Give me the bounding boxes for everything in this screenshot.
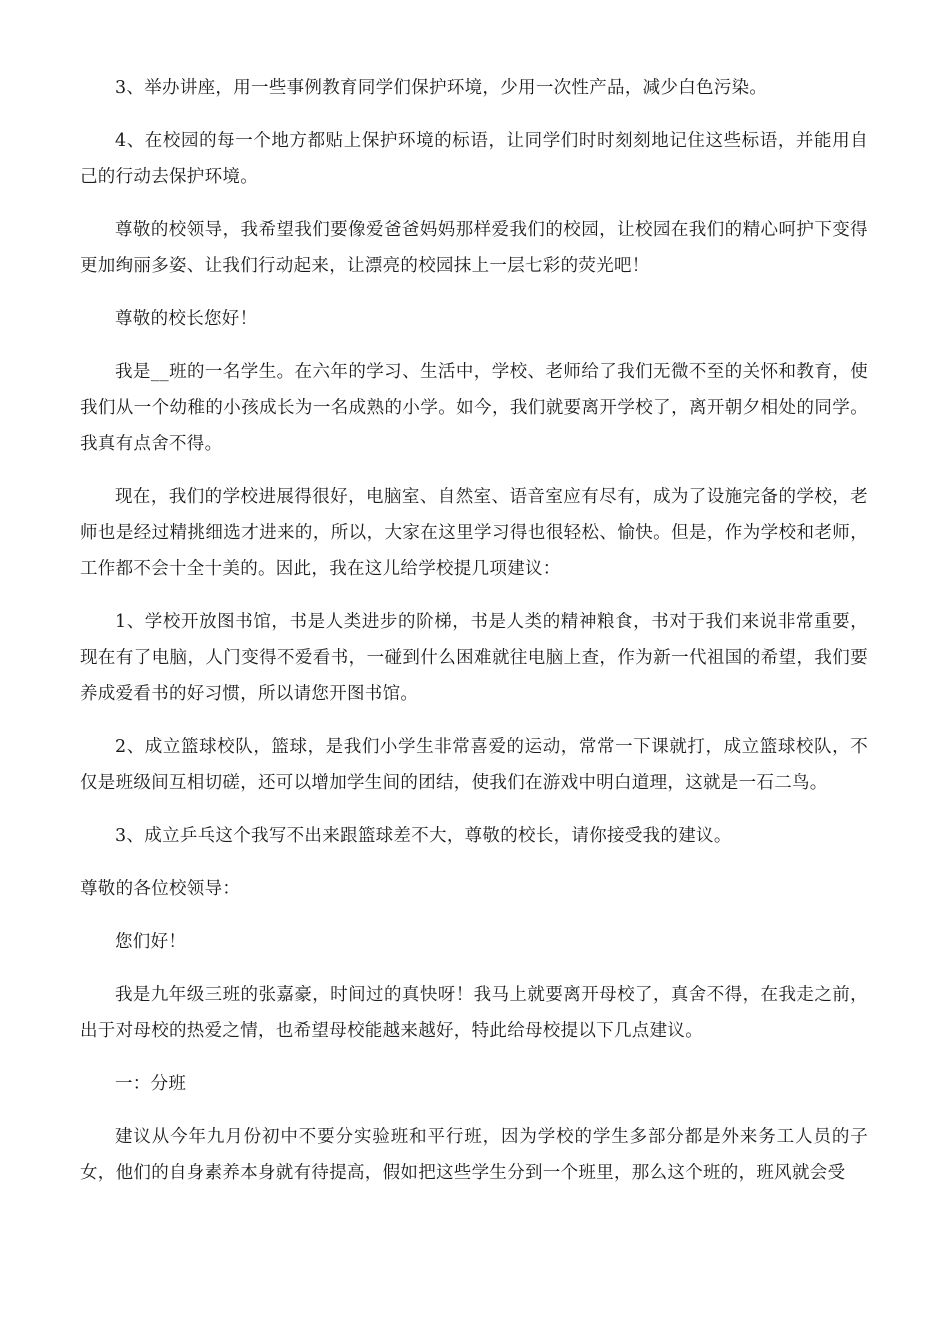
- salutation-leaders: 尊敬的各位校领导：: [80, 879, 241, 899]
- paragraph-suggestion-4: 4、在校园的每一个地方都贴上保护环境的标语，让同学们时时刻刻地记住这些标语，并能用自己的行动去保护环境。: [80, 131, 868, 187]
- section-heading-class-division: 一：分班: [115, 1074, 187, 1094]
- paragraph-library-suggestion: 1、学校开放图书馆，书是人类进步的阶梯，书是人类的精神粮食，书对于我们来说非常重要，现在有了电脑，人门变得不爱看书，一碰到什么困难就往电脑上查，作为新一代祖国的希望，我们要养成爱看书的好习惯，所以请您开图书馆。: [80, 612, 868, 704]
- greeting-hello: 您们好！: [115, 932, 187, 952]
- paragraph-basketball-suggestion: 2、成立篮球校队，篮球，是我们小学生非常喜爱的运动，常常一下课就打，成立篮球校队，不仅是班级间互相切磋，还可以增加学生间的团结，使我们在游戏中明白道理，这就是一石二鸟。: [80, 737, 868, 793]
- paragraph-closing-appeal: 尊敬的校领导，我希望我们要像爱爸爸妈妈那样爱我们的校园，让校园在我们的精心呵护下变得更加绚丽多姿、让我们行动起来，让漂亮的校园抹上一层七彩的荧光吧！: [80, 220, 868, 276]
- document-page: [80, 70, 868, 1208]
- paragraph-pingpong-suggestion: 3、成立乒乓这个我写不出来跟篮球差不大，尊敬的校长，请你接受我的建议。: [115, 826, 732, 846]
- paragraph-introduction: 我是__班的一名学生。在六年的学习、生活中，学校、老师给了我们无微不至的关怀和教育，使我们从一个幼稚的小孩成长为一名成熟的小学。如今，我们就要离开学校了，离开朝夕相处的同学。我真有点舍不得。: [80, 362, 868, 454]
- greeting-principal: 尊敬的校长您好！: [115, 309, 258, 329]
- paragraph-school-status: 现在，我们的学校进展得很好，电脑室、自然室、语音室应有尽有，成为了设施完备的学校，老师也是经过精挑细选才进来的，所以，大家在这里学习得也很轻松、愉快。但是，作为学校和老师，工作都不会十全十美的。因此，我在这儿给学校提几项建议：: [80, 487, 868, 579]
- paragraph-self-introduction: 我是九年级三班的张嘉豪，时间过的真快呀！我马上就要离开母校了，真舍不得，在我走之前，出于对母校的热爱之情，也希望母校能越来越好，特此给母校提以下几点建议。: [80, 985, 868, 1041]
- paragraph-class-division: 建议从今年九月份初中不要分实验班和平行班，因为学校的学生多部分都是外来务工人员的子女，他们的自身素养本身就有待提高，假如把这些学生分到一个班里，那么这个班的，班风就会受: [80, 1127, 868, 1183]
- paragraph-suggestion-3: 3、举办讲座，用一些事例教育同学们保护环境，少用一次性产品，减少白色污染。: [115, 78, 768, 98]
